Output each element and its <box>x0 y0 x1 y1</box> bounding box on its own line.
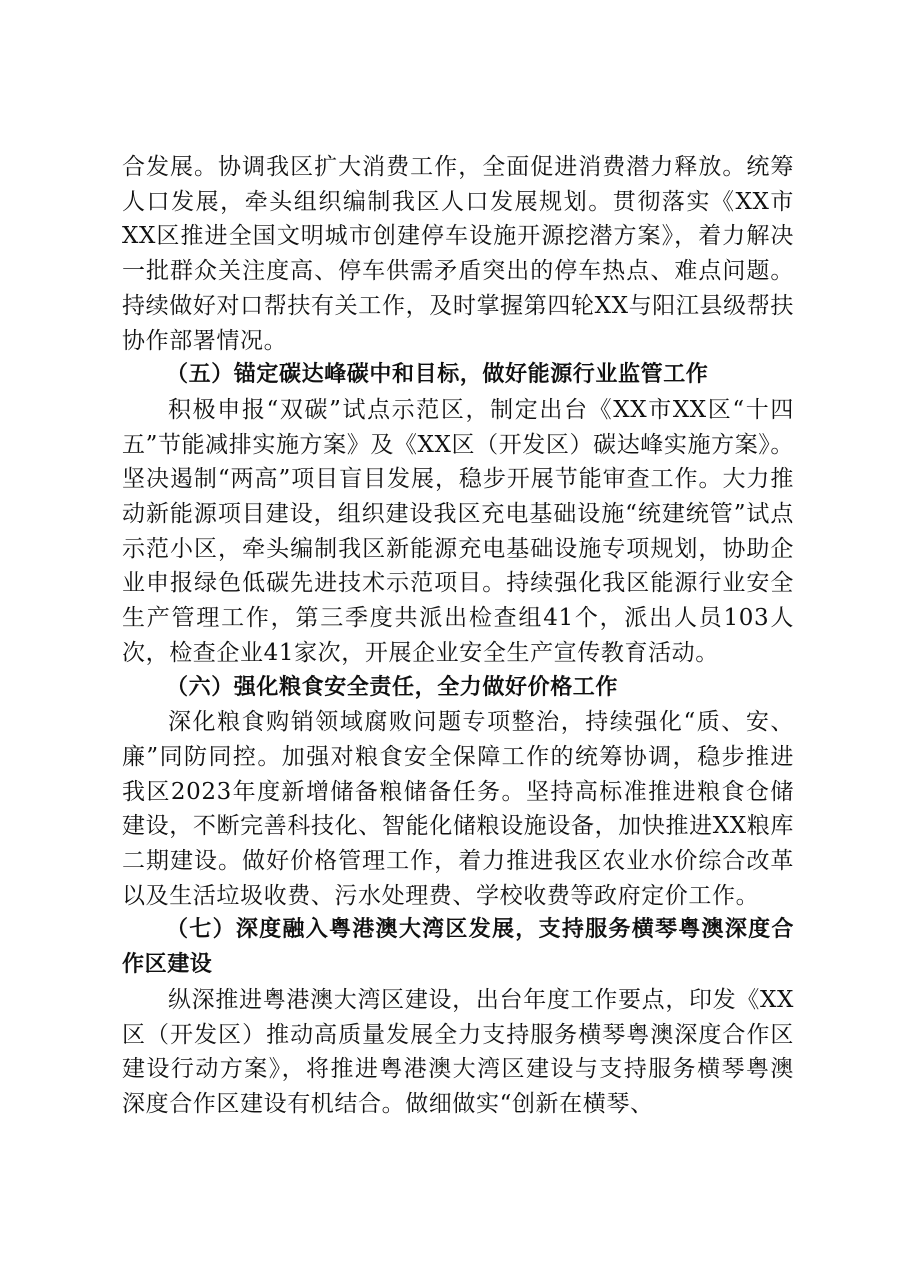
paragraph-greater-bay-area: 纵深推进粤港澳大湾区建设，出台年度工作要点，印发《XX区（开发区）推动高质量发展全力支持服务横琴粤澳深度合作区建设行动方案》，将推进粤港澳大湾区建设与支持服务横琴粤澳深度合作区建设有机结合。做细做实“创新在横琴、 <box>122 986 794 1117</box>
section-heading-6: （六）强化粮食安全责任，全力做好价格工作 <box>166 674 619 700</box>
paragraph-population-parking: 合发展。协调我区扩大消费工作，全面促进消费潜力释放。统筹人口发展，牵头组织编制我区人口发展规划。贯彻落实《XX市XX区推进全国文明城市创建停车设施开源挖潜方案》，着力解决一批群众关注度高、停车供需矛盾突出的停车热点、难点问题。持续做好对口帮扶有关工作，及时掌握第四轮XX与阳江县级帮扶协作部署情况。 <box>122 154 794 354</box>
document-body <box>122 150 794 1122</box>
section-heading-5: （五）锚定碳达峰碳中和目标，做好能源行业监管工作 <box>166 362 709 388</box>
section-heading-7: （七）深度融入粤港澳大湾区发展，支持服务横琴粤澳深度合作区建设 <box>122 917 794 978</box>
paragraph-grain-price: 深化粮食购销领域腐败问题专项整治，持续强化“质、安、廉”同防同控。加强对粮食安全保障工作的统筹协调，稳步推进我区2023年度新增储备粮储备任务。坚持高标准推进粮食仓储建设，不断完善科技化、智能化储粮设施设备，加快推进XX粮库二期建设。做好价格管理工作，着力推进我区农业水价综合改革以及生活垃圾收费、污水处理费、学校收费等政府定价工作。 <box>122 709 794 909</box>
paragraph-carbon-energy: 积极申报“双碳”试点示范区，制定出台《XX市XX区“十四五”节能减排实施方案》及《XX区（开发区）碳达峰实施方案》。坚决遏制“两高”项目盲目发展，稳步开展节能审查工作。大力推动新能源项目建设，组织建设我区充电基础设施“统建统管”试点示范小区，牵头编制我区新能源充电基础设施专项规划，协助企业申报绿色低碳先进技术示范项目。持续强化我区能源行业安全生产管理工作，第三季度共派出检查组41个，派出人员103人次，检查企业41家次，开展企业安全生产宣传教育活动。 <box>122 396 795 666</box>
